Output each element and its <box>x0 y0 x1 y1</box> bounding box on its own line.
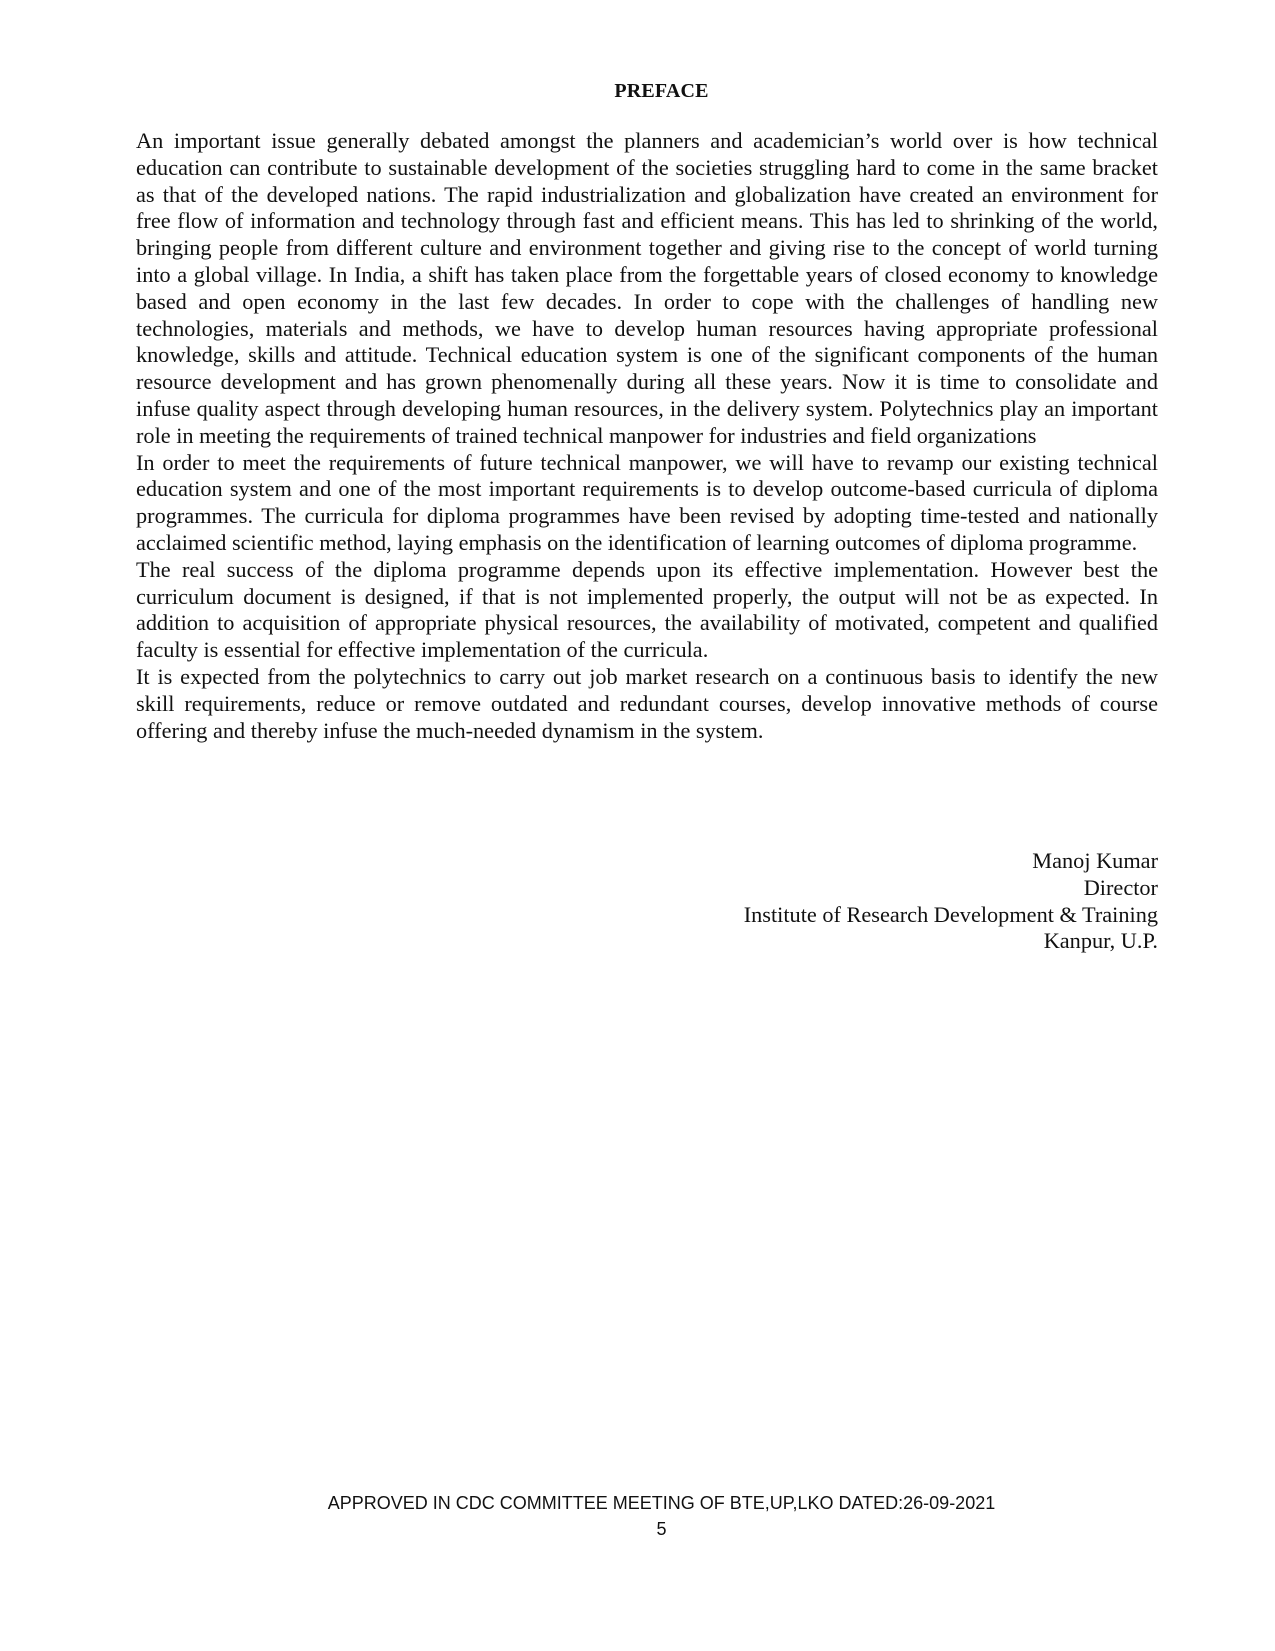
signature-block <box>744 848 1158 955</box>
page-number: 5 <box>656 1519 667 1539</box>
signatory-name: Manoj Kumar <box>1032 848 1158 873</box>
page-title: PREFACE <box>614 80 709 102</box>
paragraph: It is expected from the polytechnics to carry out job market research on a continuous basis to identify the new skill requirements, reduce or remove outdated and redundant courses, develop innovative methods of course offering and thereby infuse the much-needed dynamism in the system. <box>136 663 1158 743</box>
signatory-location: Kanpur, U.P. <box>1043 928 1158 954</box>
page-footer <box>0 1490 1275 1542</box>
paragraph: The real success of the diploma programme depends upon its effective implementation. However best the curriculum document is designed, if that is not implemented properly, the output will not be as expected. In addition to acquisition of appropriate physical resources, the availability of motivated, competent and qualified faculty is essential for effective implementation of the curricula. <box>136 556 1158 663</box>
signatory-designation: Director <box>1083 874 1158 900</box>
approval-note: APPROVED IN CDC COMMITTEE MEETING OF BTE,UP,LKO DATED:26-09-2021 <box>327 1493 996 1513</box>
paragraph: In order to meet the requirements of future technical manpower, we will have to revamp our existing technical education system and one of the most important requirements is to develop outcome-based curricula of diploma programmes. The curricula for diploma programmes have been revised by adopting time-tested and nationally acclaimed scientific method, laying emphasis on the identification of learning outcomes of diploma programme. <box>136 449 1158 555</box>
paragraph: An important issue generally debated amongst the planners and academician’s world over is how technical education can contribute to sustainable development of the societies struggling hard to come in the same bracket as that of the developed nations. The rapid industrialization and globalization have created an environment for free flow of information and technology through fast and efficient means. This has led to shrinking of the world, bringing people from different culture and environment together and giving rise to the concept of world turning into a global village. In India, a shift has taken place from the forgettable years of closed economy to knowledge based and open economy in the last few decades. In order to cope with the challenges of handling new technologies, materials and methods, we have to develop human resources having appropriate professional knowledge, skills and attitude. Technical education system is one of the significant components of the human resource development and has grown phenomenally during all these years. Now it is time to consolidate and infuse quality aspect through developing human resources, in the delivery system. Polytechnics play an important role in meeting the requirements of trained technical manpower for industries and field organizations <box>136 128 1158 448</box>
preface-body <box>136 128 1158 744</box>
signatory-institute: Institute of Research Development & Training <box>743 901 1158 927</box>
